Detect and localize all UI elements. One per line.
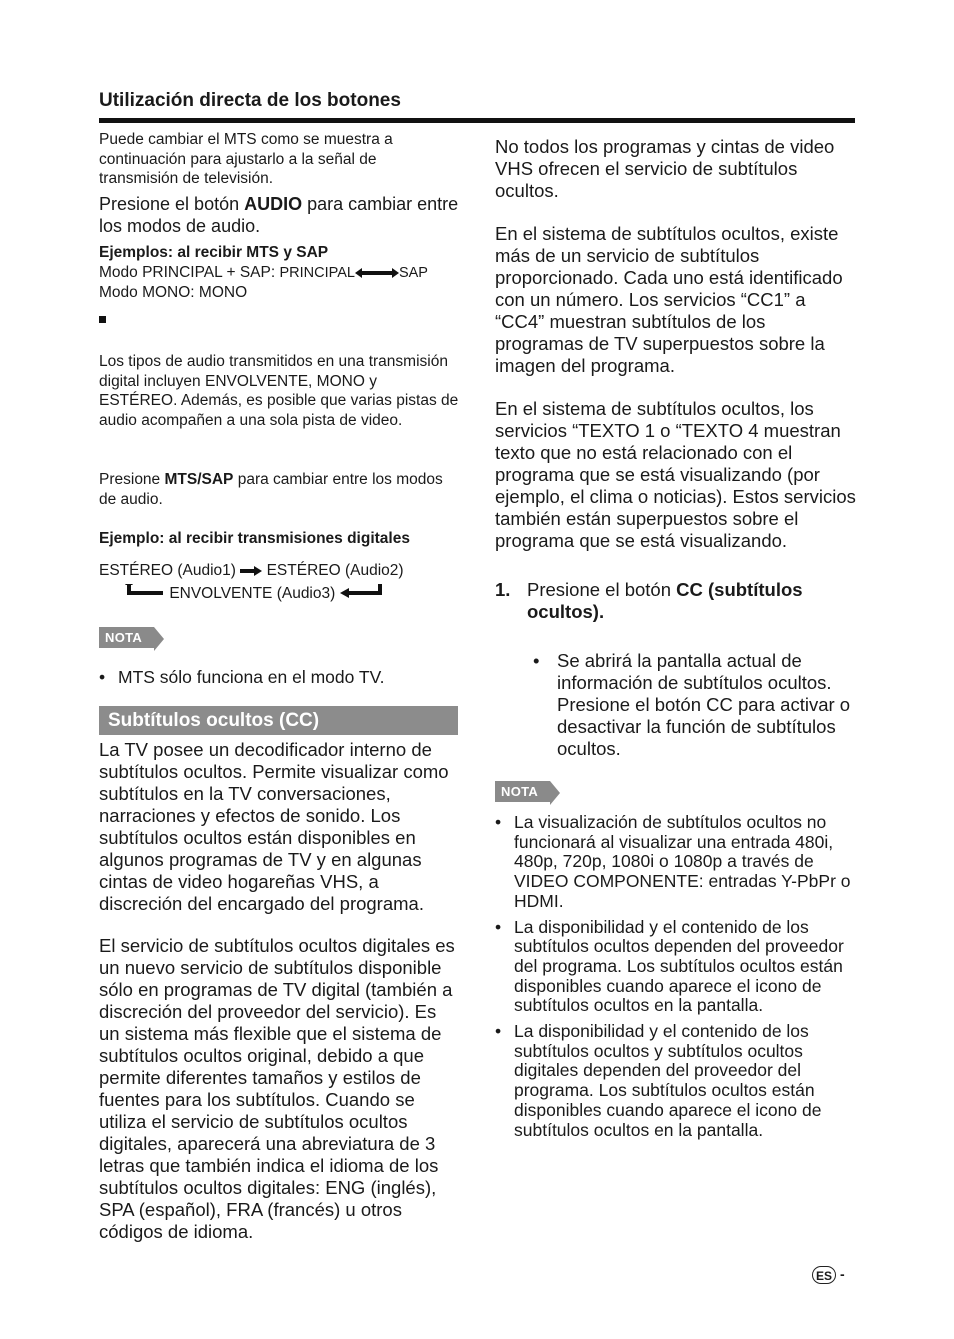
audio-button-label: AUDIO [244, 194, 303, 214]
double-arrow-icon [355, 268, 399, 278]
digital-audio-para: Los tipos de audio transmitidos en una transmisión digital incluyen ENVOLVENTE, MONO y ESTÉREO. Además, es posible que varias pistas de audio acompañen a una sola pista de video. [99, 353, 459, 429]
nota-list-right [495, 813, 857, 1140]
left-return-arrow-icon [340, 584, 382, 598]
step-1-bullet: • Se abrirá la pantalla actual de información de subtítulos ocultos. Presione el botón CC para activar o desactivar la función de subtítulos ocultos. [533, 650, 877, 760]
audio-instruction: Presione el botón AUDIO para cambiar entre los modos de audio. [99, 194, 459, 236]
examples-heading: Ejemplos: al recibir MTS y SAP [99, 244, 329, 261]
right-paragraph-1: No todos los programas y cintas de video VHS ofrecen el servicio de subtítulos ocultos. [495, 136, 835, 201]
list-item: • La visualización de subtítulos ocultos no funcionará al visualizar una entrada 480i, 480p, 720p, 1080i o 1080p a través de VIDEO COMPONENTE: entradas Y-PbPr o HDMI. [495, 813, 857, 912]
title-rule [99, 118, 855, 123]
digital-audio-cycle: ESTÉREO (Audio1) ESTÉREO (Audio2) [99, 562, 404, 579]
nota-badge-left: NOTA [99, 627, 154, 648]
right-paragraph-3: En el sistema de subtítulos ocultos, los servicios “TEXTO 1 o “TEXTO 4 muestran texto que no está relacionado con el programa que se está visualizando (por ejemplo, el clima o noticias). Estos servicios también están superpuestos sobre el programa que se está visualizando. [495, 398, 856, 551]
nota-badge-right: NOTA [495, 781, 550, 802]
digital-audio-cycle-return: ENVOLVENTE (Audio3) [125, 584, 425, 604]
section-title: Utilización directa de los botones [99, 90, 401, 111]
bullet-square-icon [99, 316, 106, 323]
step-1: 1. Presione el botón CC (subtítulos ocultos). [495, 579, 803, 622]
cc-paragraph-2: El servicio de subtítulos ocultos digitales es un nuevo servicio de subtítulos disponible sólo en programas de TV digital (también a discreción del proveedor del servicio). Es un sistema más flexible que el sistema de subtítulos ocultos original, debido a que permite diferentes tamaños y estilos de fuentes para los subtítulos. Cuando se utiliza el servicio de subtítulos ocultos digitales, aparecerá una abreviatura de 3 letras que también indica el idioma de los subtítulos ocultos digitales: ENG (inglés), SPA (español), FRA (francés) u otros códigos de idioma. [99, 935, 455, 1242]
mts-sap-button-label: MTS/SAP [164, 471, 234, 488]
page-number: - [840, 1266, 845, 1282]
cc-button-label: CC (subtítulos ocultos). [527, 579, 803, 622]
cc-section-heading: Subtítulos ocultos (CC) [99, 706, 458, 735]
list-item: • La disponibilidad y el contenido de los subtítulos ocultos y subtítulos ocultos digitales dependen del proveedor del programa. Los subtítulos ocultos están disponibles cuando aparece el icono de subtítulos ocultos en la pantalla. [495, 1022, 857, 1140]
language-badge: ES [812, 1266, 836, 1284]
nota-item-left: • MTS sólo funciona en el modo TV. [99, 667, 478, 688]
list-item: • La disponibilidad y el contenido de los subtítulos ocultos dependen del proveedor del programa. Los subtítulos ocultos están disponibles cuando aparece el icono de subtítulos ocultos en la pantalla. [495, 918, 857, 1017]
step-number: 1. [495, 579, 511, 600]
right-paragraph-2: En el sistema de subtítulos ocultos, existe más de un servicio de subtítulos proporcionado. Cada uno está identificado con un número. Los servicios “CC1” a “CC4” muestran subtítulos de los programas de TV superpuestos sobre la imagen del programa. [495, 223, 843, 376]
example-mono: Modo MONO: MONO [99, 284, 248, 301]
cc-paragraph-1: La TV posee un decodificador interno de subtítulos ocultos. Permite visualizar como subtítulos en la TV conversaciones, narraciones y efectos de sonido. Los subtítulos ocultos están disponibles en algunos programas de TV y en algunas cintas de video hogareñas VHS, a discreción del encargado del programa. [99, 739, 449, 914]
mts-sap-instruction: Presione MTS/SAP para cambiar entre los modos de audio. [99, 471, 443, 508]
example-digital-heading: Ejemplo: al recibir transmisiones digitales [99, 530, 410, 547]
example-principal-sap: Modo PRINCIPAL + SAP: PRINCIPAL SAP [99, 264, 428, 281]
return-arrow-icon [125, 584, 165, 598]
right-arrow-icon [240, 566, 262, 576]
mts-intro: Puede cambiar el MTS como se muestra a continuación para ajustarlo a la señal de transmisión de televisión. [99, 131, 393, 187]
